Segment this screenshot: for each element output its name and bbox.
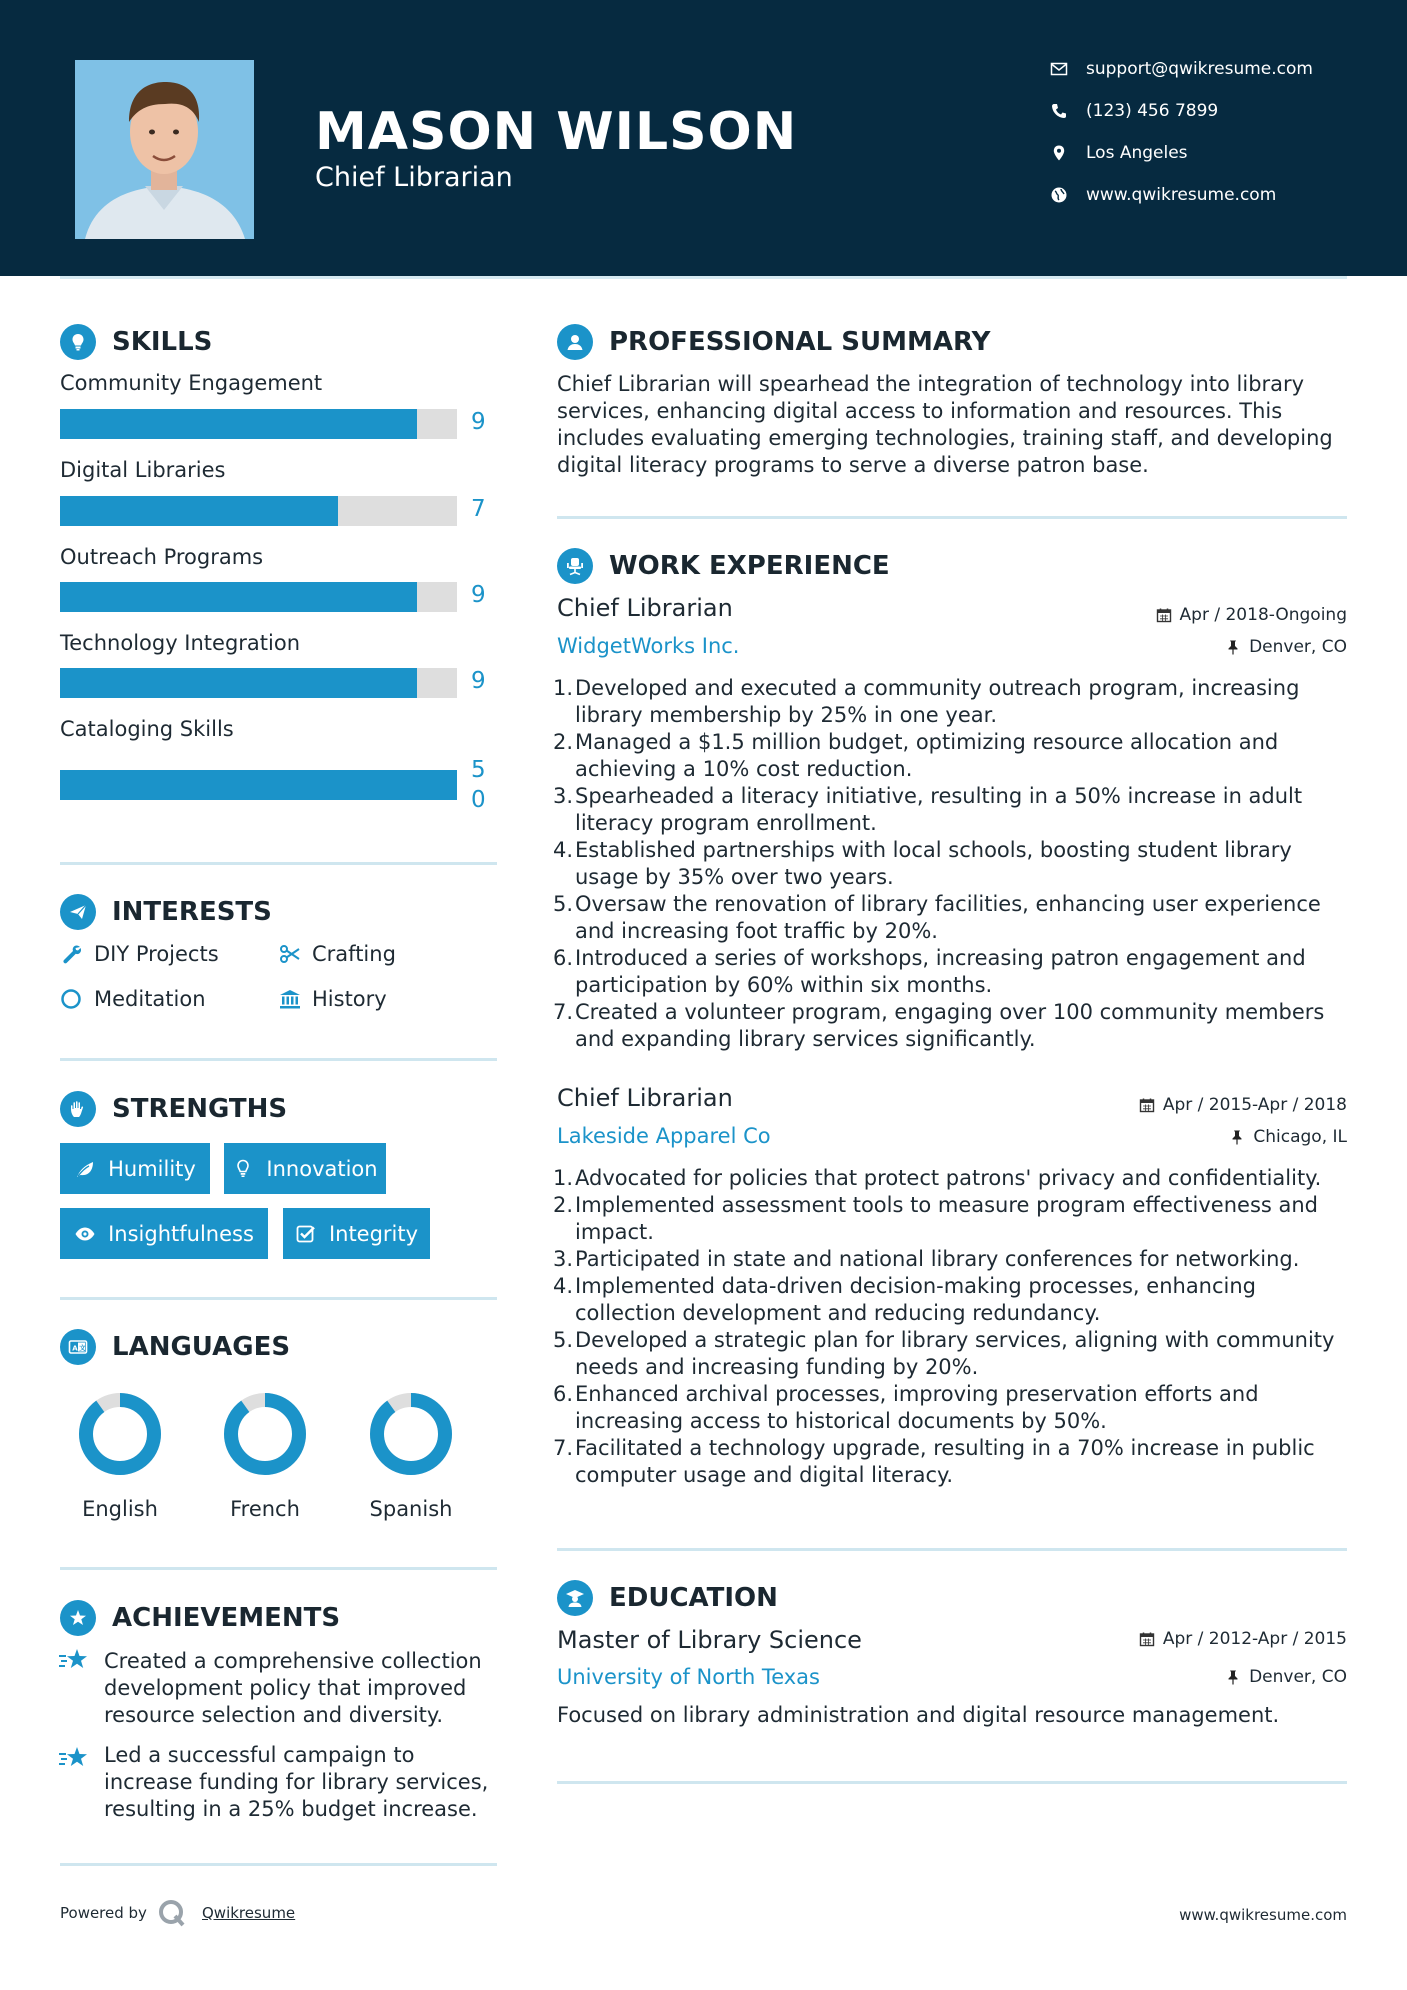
phone-icon (1050, 102, 1068, 120)
map-marker-icon (1050, 144, 1068, 162)
skill-value: 50 (471, 757, 486, 813)
education-dates-text: Apr / 2012-Apr / 2015 (1162, 1629, 1347, 1649)
header-underline (60, 276, 1347, 279)
company-name: Lakeside Apparel Co (557, 1124, 771, 1148)
language-ring-level (377, 1400, 445, 1468)
job-dates-text: Apr / 2015-Apr / 2018 (1162, 1095, 1347, 1115)
interests-heading (60, 894, 272, 930)
list-item: 1. Developed and executed a community outreach program, increasing library membership by 25% in one year. (553, 676, 1300, 727)
skill-value: 9 (471, 668, 486, 694)
star-icon (58, 1646, 90, 1676)
list-item: 5. Developed a strategic plan for library services, aligning with community needs and increasing funding by 20%. (553, 1328, 1335, 1379)
skill-bar (60, 409, 457, 439)
skill-bar-fill (60, 770, 457, 800)
languages-title: LANGUAGES (112, 1332, 291, 1362)
list-item: 1. Advocated for policies that protect patrons' privacy and confidentiality. (553, 1166, 1322, 1190)
candidate-role: Chief Librarian (315, 162, 513, 193)
star-badge-icon (60, 1600, 96, 1636)
interest-label: History (312, 987, 387, 1011)
education-location-text: Denver, CO (1249, 1667, 1347, 1687)
bullet-text: Introduced a series of workshops, increasing patron engagement and participation by 60% within six months. (575, 946, 1306, 997)
skill-bar-fill (60, 582, 417, 612)
list-item: 7. Facilitated a technology upgrade, resulting in a 70% increase in public computer usage and digital literacy. (553, 1436, 1315, 1487)
language-name: Spanish (369, 1497, 453, 1521)
skill-value: 7 (471, 496, 486, 522)
powered-by-label: Powered by (60, 1904, 147, 1922)
skills-heading (60, 324, 212, 360)
language-rings (60, 1384, 520, 1494)
skill-name: Cataloging Skills (60, 717, 234, 741)
interest-item (60, 942, 219, 966)
strength-label: Innovation (266, 1156, 378, 1181)
strength-label: Humility (108, 1156, 196, 1181)
lightbulb-icon (60, 324, 96, 360)
wrench-icon (60, 942, 84, 966)
languages-heading (60, 1329, 290, 1365)
qwikresume-link[interactable]: Qwikresume (202, 1904, 296, 1922)
contact-location-text: Los Angeles (1086, 143, 1188, 163)
interest-label: Crafting (312, 942, 396, 966)
pin-icon (1229, 1129, 1245, 1145)
summary-text: Chief Librarian will spearhead the integration of technology into library services, enhancing digital access to information and resources. This includes evaluating emerging technologies, training staff, and developing digital literacy programs to serve a diverse patron base. (557, 372, 1333, 477)
education-location (1225, 1667, 1347, 1687)
resume-header (0, 0, 1407, 276)
contact-phone[interactable] (1050, 101, 1218, 121)
globe-icon (1050, 186, 1068, 204)
job-dates-text: Apr / 2018-Ongoing (1179, 605, 1347, 625)
interest-item (278, 942, 396, 966)
bullet-text: Enhanced archival processes, improving preservation efforts and increasing access to historical documents by 50%. (575, 1382, 1259, 1433)
interests-title: INTERESTS (112, 897, 272, 927)
star-icon (58, 1744, 90, 1774)
bullet-text: Advocated for policies that protect patrons' privacy and confidentiality. (575, 1166, 1322, 1190)
summary-title: PROFESSIONAL SUMMARY (609, 327, 991, 357)
calendar-icon (1139, 1631, 1155, 1647)
contact-email[interactable] (1050, 59, 1313, 79)
bullet-text: Implemented assessment tools to measure program effectiveness and impact. (575, 1193, 1319, 1244)
list-item: 3. Participated in state and national library conferences for networking. (553, 1247, 1300, 1271)
qwikresume-logo-icon (157, 1898, 187, 1928)
calendar-icon (1156, 607, 1172, 623)
bullet-text: Created a volunteer program, engaging over 100 community members and expanding library services significantly. (575, 1000, 1325, 1051)
bank-icon (278, 987, 302, 1011)
contact-location (1050, 143, 1188, 163)
strength-tag (283, 1208, 430, 1259)
achievements-title: ACHIEVEMENTS (112, 1603, 341, 1633)
bullet-text: Spearheaded a literacy initiative, resulting in a 50% increase in adult literacy program enrollment. (575, 784, 1303, 835)
graduate-icon (557, 1580, 593, 1616)
language-icon (60, 1329, 96, 1365)
bullet-text: Implemented data-driven decision-making processes, enhancing collection development and reducing redundancy. (575, 1274, 1257, 1325)
section-divider (60, 1297, 497, 1300)
education-dates (1139, 1629, 1347, 1649)
bullet-text: Oversaw the renovation of library facilities, enhancing user experience and increasing foot traffic by 20%. (575, 892, 1321, 943)
envelope-icon (1050, 60, 1068, 78)
skill-name: Technology Integration (60, 631, 301, 655)
job-location-text: Chicago, IL (1253, 1127, 1347, 1147)
job-location (1225, 637, 1347, 657)
section-divider (557, 1781, 1347, 1784)
list-item: 4. Implemented data-driven decision-making processes, enhancing collection development and reducing redundancy. (553, 1274, 1257, 1325)
svg-text:A: A (72, 1344, 78, 1353)
skill-bar (60, 496, 457, 526)
list-item: 6. Introduced a series of workshops, increasing patron engagement and participation by 60% within six months. (553, 946, 1306, 997)
pin-icon (1225, 1669, 1241, 1685)
degree-title: Master of Library Science (557, 1626, 862, 1654)
skill-value: 9 (471, 409, 486, 435)
strengths-heading (60, 1091, 287, 1127)
strength-tag (60, 1208, 268, 1259)
education-title: EDUCATION (609, 1583, 778, 1613)
lightbulb-icon (232, 1158, 254, 1180)
candidate-name: MASON WILSON (315, 102, 798, 162)
section-divider (557, 516, 1347, 519)
contact-website-text: www.qwikresume.com (1086, 185, 1277, 205)
interest-label: DIY Projects (94, 942, 219, 966)
leaf-icon (74, 1158, 96, 1180)
strengths-title: STRENGTHS (112, 1094, 288, 1124)
interest-item (278, 987, 387, 1011)
school-name: University of North Texas (557, 1665, 820, 1689)
language-ring-level (86, 1400, 154, 1468)
bullet-text: Developed and executed a community outreach program, increasing library membership by 25% in one year. (575, 676, 1300, 727)
job-title: Chief Librarian (557, 1084, 733, 1112)
section-divider (60, 862, 497, 865)
contact-email-text: support@qwikresume.com (1086, 59, 1313, 79)
job-dates (1139, 1095, 1347, 1115)
company-name: WidgetWorks Inc. (557, 634, 740, 658)
user-icon (557, 324, 593, 360)
interest-label: Meditation (94, 987, 206, 1011)
skill-name: Outreach Programs (60, 545, 264, 569)
interest-item (60, 987, 206, 1011)
paper-plane-icon (60, 894, 96, 930)
list-item: 7. Created a volunteer program, engaging over 100 community members and expanding library services significantly. (553, 1000, 1325, 1051)
section-divider (60, 1058, 497, 1061)
calendar-icon (1139, 1097, 1155, 1113)
job-bullets (553, 1165, 1343, 1489)
section-divider (60, 1567, 497, 1570)
bullet-text: Managed a $1.5 million budget, optimizing resource allocation and achieving a 10% cost reduction. (575, 730, 1279, 781)
footer-website[interactable]: www.qwikresume.com (1179, 1906, 1347, 1924)
job-dates (1156, 605, 1347, 625)
experience-heading (557, 548, 890, 584)
bullet-text: Facilitated a technology upgrade, resulting in a 70% increase in public computer usage and digital literacy. (575, 1436, 1315, 1487)
section-divider (557, 1548, 1347, 1551)
experience-title: WORK EXPERIENCE (609, 551, 890, 581)
achievements-heading (60, 1600, 340, 1636)
achievement-item: Led a successful campaign to increase funding for library services, resulting in a 25% budget increase. (104, 1743, 489, 1821)
strength-tag (224, 1143, 386, 1194)
list-item: 3. Spearheaded a literacy initiative, resulting in a 50% increase in adult literacy program enrollment. (553, 784, 1303, 835)
bullet-text: Developed a strategic plan for library services, aligning with community needs and increasing funding by 20%. (575, 1328, 1335, 1379)
skill-bar (60, 582, 457, 612)
bullet-text: Participated in state and national library conferences for networking. (575, 1247, 1300, 1271)
contact-phone-text: (123) 456 7899 (1086, 101, 1219, 121)
skill-bar (60, 770, 457, 800)
language-ring-level (231, 1400, 299, 1468)
skill-bar-fill (60, 668, 417, 698)
section-divider (60, 1863, 497, 1866)
skill-value: 9 (471, 582, 486, 608)
achievement-item: Created a comprehensive collection development policy that improved resource selection and diversity. (104, 1649, 482, 1727)
skill-bar-fill (60, 409, 417, 439)
list-item: 6. Enhanced archival processes, improving preservation efforts and increasing access to historical documents by 50%. (553, 1382, 1259, 1433)
hand-icon (60, 1091, 96, 1127)
job-location-text: Denver, CO (1249, 637, 1347, 657)
check-square-icon (295, 1223, 317, 1245)
strength-label: Insightfulness (108, 1221, 254, 1246)
summary-heading (557, 324, 990, 360)
job-location (1229, 1127, 1347, 1147)
strength-label: Integrity (328, 1221, 419, 1246)
job-title: Chief Librarian (557, 594, 733, 622)
skill-bar (60, 668, 457, 698)
scissors-icon (278, 942, 302, 966)
profile-photo (75, 60, 254, 239)
pin-icon (1225, 639, 1241, 655)
contact-website[interactable] (1050, 185, 1276, 205)
job-bullets (553, 675, 1343, 1053)
language-name: English (82, 1497, 158, 1521)
eye-icon (74, 1223, 96, 1245)
language-name: French (230, 1497, 300, 1521)
list-item: 4. Established partnerships with local schools, boosting student library usage by 35% over two years. (553, 838, 1292, 889)
bullet-text: Established partnerships with local schools, boosting student library usage by 35% over two years. (575, 838, 1292, 889)
skill-name: Digital Libraries (60, 458, 226, 482)
list-item: 2. Managed a $1.5 million budget, optimizing resource allocation and achieving a 10% cost reduction. (553, 730, 1279, 781)
strength-tag (60, 1143, 210, 1194)
circle-icon (60, 987, 84, 1011)
skill-name: Community Engagement (60, 371, 323, 395)
svg-text:文: 文 (79, 1344, 86, 1352)
skill-bar-fill (60, 496, 338, 526)
education-description: Focused on library administration and digital resource management. (557, 1703, 1280, 1727)
education-heading (557, 1580, 778, 1616)
skills-title: SKILLS (112, 327, 213, 357)
list-item: 2. Implemented assessment tools to measure program effectiveness and impact. (553, 1193, 1319, 1244)
list-item: 5. Oversaw the renovation of library facilities, enhancing user experience and increasing foot traffic by 20%. (553, 892, 1321, 943)
office-chair-icon (557, 548, 593, 584)
